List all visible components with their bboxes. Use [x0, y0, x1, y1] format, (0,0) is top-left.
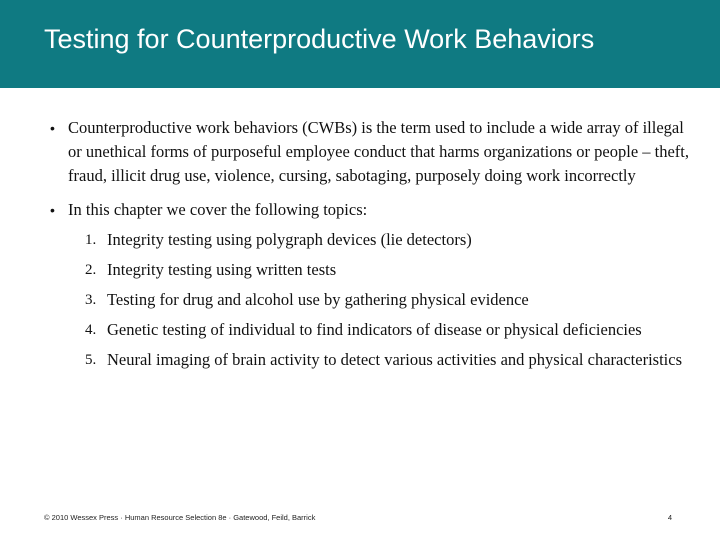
title-bar	[0, 0, 720, 88]
topic-number: 2.	[85, 262, 97, 278]
page-number: 4	[667, 513, 672, 522]
topic-list	[48, 228, 698, 372]
bullet-marker: •	[50, 202, 55, 218]
topic-number: 4.	[85, 322, 97, 338]
bullet-text: In this chapter we cover the following topics:	[68, 200, 368, 219]
topic-item	[48, 288, 698, 312]
bullet-item	[48, 116, 698, 188]
topic-text: Integrity testing using polygraph devices (lie detectors)	[107, 230, 472, 249]
topic-text: Integrity testing using written tests	[107, 260, 337, 279]
topic-text: Genetic testing of individual to find indicators of disease or physical deficiencies	[107, 320, 642, 339]
topic-item	[48, 348, 698, 372]
slide-content	[48, 116, 698, 378]
topic-text: Neural imaging of brain activity to detect various activities and physical characteristics	[107, 350, 683, 369]
topic-number: 1.	[85, 232, 97, 248]
bullet-text: Counterproductive work behaviors (CWBs) is the term used to include a wide array of illegal or unethical forms of purposeful employee conduct that harms organizations or people – theft, fraud, illicit drug use, violence, cursing, sabotaging, purposely doing work incorrectly	[68, 118, 690, 185]
topic-item	[48, 318, 698, 342]
footer-copyright: © 2010 Wessex Press · Human Resource Selection 8e · Gatewood, Feild, Barrick	[44, 513, 316, 522]
topic-number: 3.	[85, 292, 97, 308]
topic-number: 5.	[85, 352, 97, 368]
topic-item	[48, 258, 698, 282]
bullet-item	[48, 198, 698, 222]
bullet-marker: •	[50, 120, 55, 136]
slide-title: Testing for Counterproductive Work Behaviors	[44, 24, 595, 54]
topic-item	[48, 228, 698, 252]
topic-text: Testing for drug and alcohol use by gathering physical evidence	[107, 290, 529, 309]
